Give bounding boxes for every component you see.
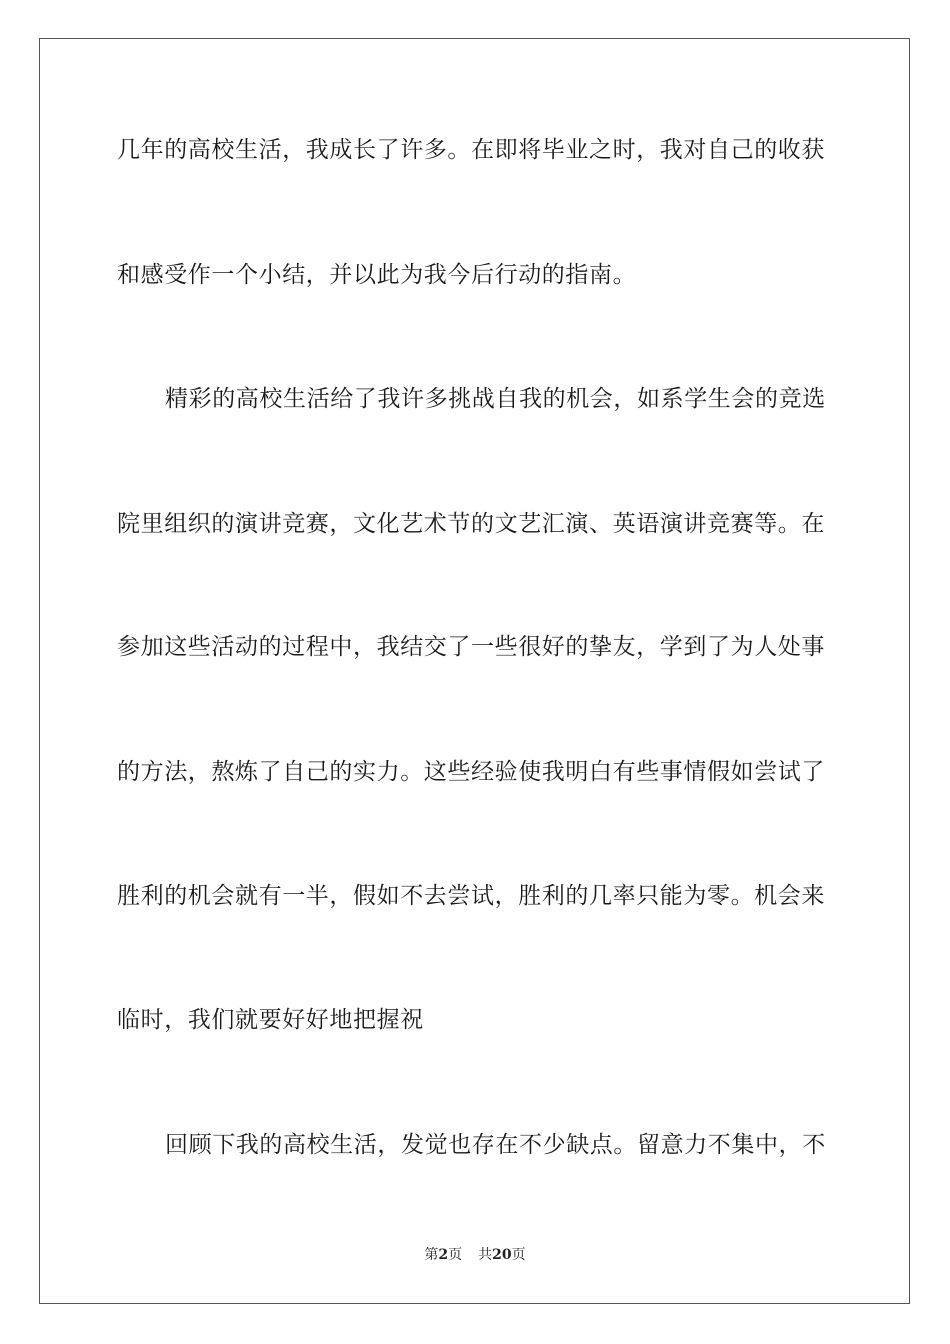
page-total: 20 <box>492 1247 512 1263</box>
total-suffix: 页 <box>511 1247 526 1263</box>
paragraph-3-line-1: 回顾下我的高校生活，发觉也存在不少缺点。留意力不集中，不 <box>165 1132 826 1158</box>
page-border <box>39 38 910 1304</box>
page-number: 2 <box>438 1247 449 1263</box>
paragraph-2-line-1: 精彩的高校生活给了我许多挑战自我的机会，如系学生会的竞选 <box>165 386 826 412</box>
paragraph-1-line-1: 几年的高校生活，我成长了许多。在即将毕业之时，我对自己的收获 <box>117 137 825 163</box>
page-prefix: 第 <box>424 1247 439 1263</box>
paragraph-2-line-6: 临时，我们就要好好地把握祝 <box>117 1007 424 1033</box>
paragraph-2-line-2: 院里组织的演讲竞赛，文化艺术节的文艺汇演、英语演讲竞赛等。在 <box>117 511 825 537</box>
paragraph-2-line-3: 参加这些活动的过程中，我结交了一些很好的挚友，学到了为人处事 <box>117 634 825 660</box>
paragraph-1-line-2: 和感受作一个小结，并以此为我今后行动的指南。 <box>117 262 637 288</box>
total-prefix: 共 <box>478 1247 493 1263</box>
page-footer <box>0 1246 950 1264</box>
page-suffix: 页 <box>448 1247 463 1263</box>
paragraph-2-line-5: 胜利的机会就有一半，假如不去尝试，胜利的几率只能为零。机会来 <box>117 883 825 909</box>
paragraph-2-line-4: 的方法，熬炼了自己的实力。这些经验使我明白有些事情假如尝试了 <box>117 759 825 785</box>
